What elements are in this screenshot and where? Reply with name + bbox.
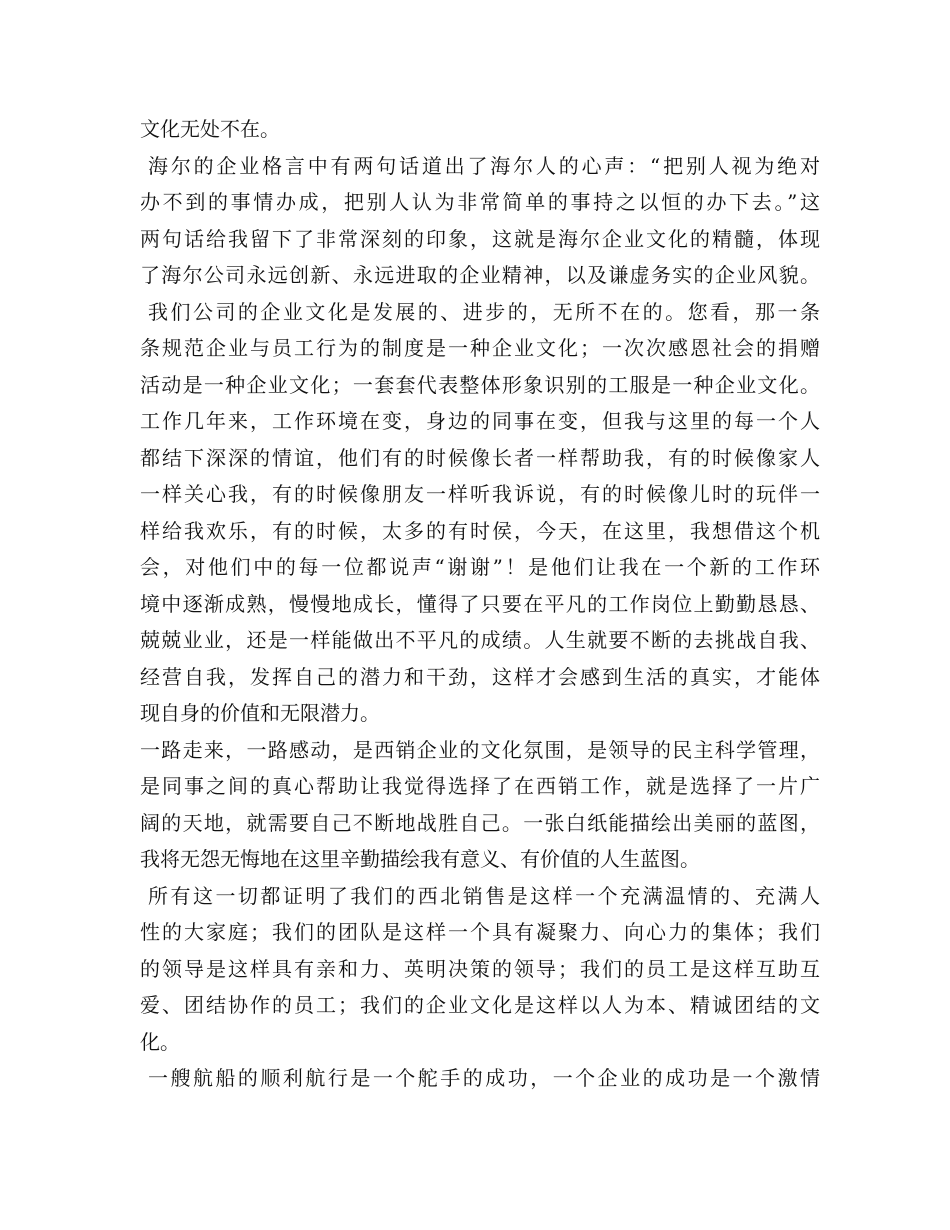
text-line: 化。 [140, 1029, 180, 1054]
text-line: 所有这一切都证明了我们的西北销售是这样一个充满温情的、充满人 [148, 883, 820, 908]
text-line: 的领导是这样具有亲和力、英明决策的领导；我们的员工是这样互助互 [140, 956, 820, 981]
text-line: 办不到的事情办成，把别人认为非常简单的事持之以恒的办下去。”这 [140, 190, 820, 214]
text-line: 一艘航船的顺利航行是一个舵手的成功，一个企业的成功是一个激情 [148, 1066, 820, 1090]
text-line: 是同事之间的真心帮助让我觉得选择了在西销工作，就是选择了一片广 [140, 774, 820, 798]
text-line: 境中逐渐成熟，慢慢地成长，懂得了只要在平凡的工作岗位上勤勤恳恳、 [140, 591, 820, 616]
text-line: 现自身的价值和无限潜力。 [140, 701, 380, 725]
text-line: 一路走来，一路感动，是西销企业的文化氛围，是领导的民主科学管理， [140, 737, 820, 762]
text-line: 会，对他们中的每一位都说声“谢谢”！是他们让我在一个新的工作环 [140, 555, 820, 579]
text-line: 都结下深深的情谊，他们有的时候像长者一样帮助我，有的时候像家人 [140, 445, 820, 470]
text-line: 样给我欢乐，有的时候，太多的有时侯，今天，在这里，我想借这个机 [140, 518, 820, 543]
text-line: 经营自我，发挥自己的潜力和干劲，这样才会感到生活的真实，才能体 [140, 664, 820, 689]
text-line: 我将无怨无悔地在这里辛勤描绘我有意义、有价值的人生蓝图。 [140, 847, 700, 871]
text-line: 一样关心我，有的时候像朋友一样听我诉说，有的时候像儿时的玩伴一 [140, 482, 820, 506]
text-line: 了海尔公司永远创新、永远进取的企业精神，以及谦虚务实的企业风貌。 [140, 263, 820, 287]
text-line: 文化无处不在。 [140, 117, 280, 141]
text-line: 阔的天地，就需要自己不断地战胜自己。一张白纸能描绘出美丽的蓝图， [140, 810, 820, 835]
text-line: 两句话给我留下了非常深刻的印象，这就是海尔企业文化的精髓，体现 [140, 226, 820, 251]
body-text [140, 111, 820, 1097]
text-line: 兢兢业业，还是一样能做出不平凡的成绩。人生就要不断的去挑战自我、 [140, 628, 820, 652]
text-line: 条规范企业与员工行为的制度是一种企业文化；一次次感恩社会的捐赠 [140, 336, 820, 360]
text-line: 活动是一种企业文化；一套套代表整体形象识别的工服是一种企业文化。 [140, 372, 820, 397]
text-line: 我们公司的企业文化是发展的、进步的，无所不在的。您看，那一条 [148, 299, 820, 324]
text-line: 爱、团结协作的员工；我们的企业文化是这样以人为本、精诚团结的文 [140, 993, 820, 1017]
text-line: 海尔的企业格言中有两句话道出了海尔人的心声：“把别人视为绝对 [148, 153, 820, 178]
text-line: 性的大家庭；我们的团队是这样一个具有凝聚力、向心力的集体；我们 [140, 920, 820, 944]
text-line: 工作几年来，工作环境在变，身边的同事在变，但我与这里的每一个人 [140, 409, 820, 433]
